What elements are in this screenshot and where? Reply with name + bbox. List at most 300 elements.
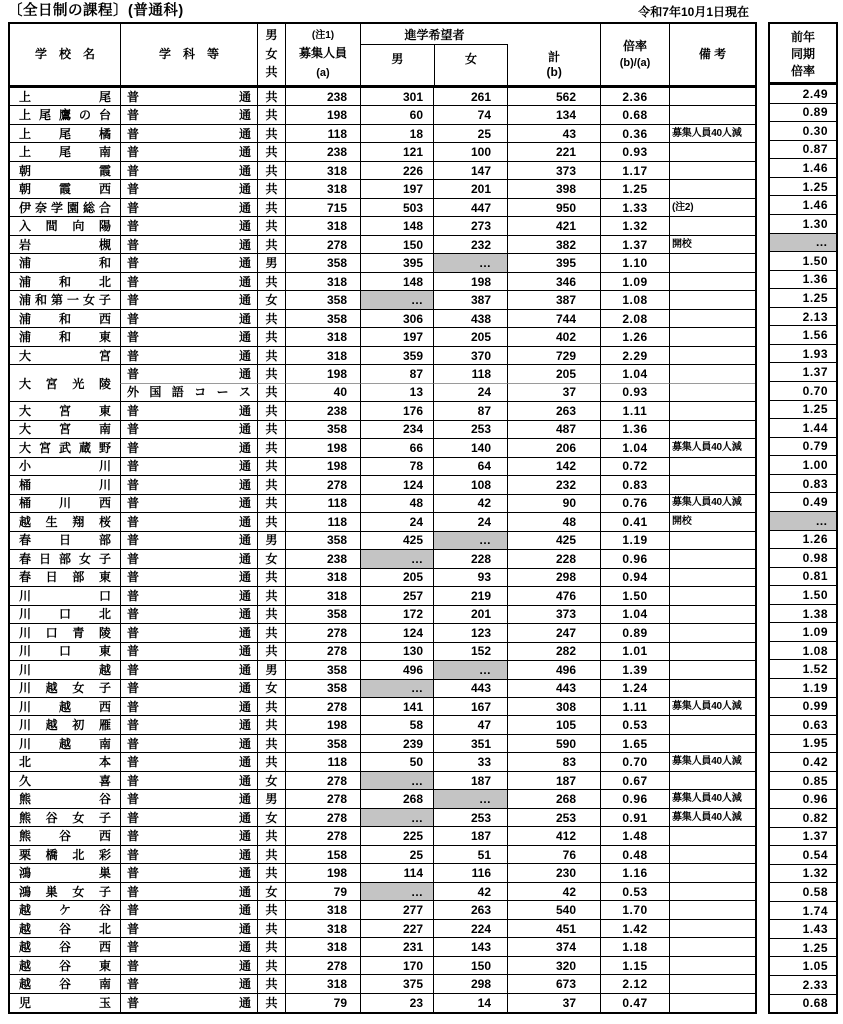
male-cell: 172 xyxy=(360,606,433,624)
ratio-cell: 0.53 xyxy=(600,716,669,734)
total-cell: 263 xyxy=(507,402,600,420)
female-cell: 147 xyxy=(433,162,507,180)
male-cell: 148 xyxy=(360,273,433,291)
dept-cell: 普 通 xyxy=(120,883,257,901)
header-school: 学 校 名 xyxy=(34,46,95,61)
total-cell: 496 xyxy=(507,661,600,679)
dept-cell: 普 通 xyxy=(120,421,257,439)
female-cell: 205 xyxy=(433,328,507,346)
table-row xyxy=(10,162,755,180)
name-cell: 大 宮 光 陵 xyxy=(19,377,111,392)
gender-cell: 共 xyxy=(257,716,285,734)
gender-cell: 共 xyxy=(257,125,285,143)
dept-cell: 普 通 xyxy=(120,180,257,198)
total-cell: 37 xyxy=(507,994,600,1012)
ratio-cell: 2.36 xyxy=(600,88,669,106)
capacity-cell: 318 xyxy=(285,162,360,180)
male-cell: 197 xyxy=(360,180,433,198)
dept-cell: 普 通 xyxy=(120,975,257,993)
name-cell: 伊 奈 学 園 総 合 xyxy=(10,199,120,217)
female-cell: 298 xyxy=(433,975,507,993)
male-cell: 150 xyxy=(360,236,433,254)
name-cell: 川 口 北 xyxy=(10,606,120,624)
total-cell: 105 xyxy=(507,716,600,734)
table-row xyxy=(10,938,755,956)
table-row xyxy=(10,790,755,808)
total-cell: 43 xyxy=(507,125,600,143)
table-row xyxy=(10,291,755,309)
male-cell: 205 xyxy=(360,569,433,587)
prev-ratio-cell: 0.68 xyxy=(802,996,828,1011)
admissions-table xyxy=(8,22,757,1014)
prev-ratio-cell: 1.05 xyxy=(770,957,836,976)
name-cell: 越 ケ 谷 xyxy=(10,901,120,919)
gender-cell: 共 xyxy=(257,143,285,161)
gender-cell: 共 xyxy=(257,236,285,254)
capacity-cell: 358 xyxy=(285,735,360,753)
ratio-cell: 1.24 xyxy=(600,680,669,698)
gender-cell: 女 xyxy=(257,772,285,790)
remarks-cell: 募集人員40人減 xyxy=(669,753,755,771)
remarks-cell: 募集人員40人減 xyxy=(669,125,755,143)
prev-ratio-cell: 2.13 xyxy=(770,308,836,327)
female-cell: 253 xyxy=(433,809,507,827)
capacity-cell: 278 xyxy=(285,790,360,808)
gender-cell: 女 xyxy=(257,809,285,827)
capacity-cell: 278 xyxy=(285,643,360,661)
female-cell: 201 xyxy=(433,606,507,624)
capacity-cell: 278 xyxy=(285,957,360,975)
ratio-cell: 0.47 xyxy=(600,994,669,1012)
gender-cell: 共 xyxy=(257,495,285,513)
table-rows xyxy=(10,88,755,1012)
remarks-cell: (注2) xyxy=(669,199,755,217)
gender-cell: 男 xyxy=(257,661,285,679)
ratio-cell: 0.68 xyxy=(600,106,669,124)
prev-ratio-cell: 0.58 xyxy=(770,883,836,902)
gender-cell: 共 xyxy=(257,846,285,864)
ratio-cell: 0.76 xyxy=(600,495,669,513)
name-cell: 久 喜 xyxy=(10,772,120,790)
ratio-cell: 0.96 xyxy=(600,790,669,808)
gender-cell: 共 xyxy=(257,273,285,291)
gender-cell: 共 xyxy=(257,587,285,605)
dept-cell: 普 通 xyxy=(120,106,257,124)
male-cell: 23 xyxy=(360,994,433,1012)
male-cell: 170 xyxy=(360,957,433,975)
male-cell: 13 xyxy=(360,384,433,402)
table-row xyxy=(10,864,755,882)
table-row xyxy=(10,846,755,864)
capacity-cell: 198 xyxy=(285,439,360,457)
table-row xyxy=(10,273,755,291)
dept-cell: 普 通 xyxy=(120,532,257,550)
female-cell: 263 xyxy=(433,901,507,919)
prev-ratio-cell: 0.85 xyxy=(770,772,836,791)
male-cell: 197 xyxy=(360,328,433,346)
name-cell xyxy=(10,384,120,402)
prev-ratio-cell: 1.37 xyxy=(770,828,836,847)
male-cell: 268 xyxy=(360,790,433,808)
gender-cell: 男 xyxy=(257,532,285,550)
capacity-cell: 238 xyxy=(285,143,360,161)
remarks-cell xyxy=(669,476,755,494)
total-cell: 487 xyxy=(507,421,600,439)
remarks-cell xyxy=(669,587,755,605)
female-cell: 108 xyxy=(433,476,507,494)
prev-ratio-cell: 1.37 xyxy=(770,363,836,382)
dept-cell: 普 通 xyxy=(120,920,257,938)
prev-ratio-cell: 0.81 xyxy=(770,568,836,587)
prev-ratio-cell: 0.87 xyxy=(770,141,836,160)
gender-cell: 共 xyxy=(257,938,285,956)
gender-cell: 女 xyxy=(257,883,285,901)
prev-ratio-cell: 0.49 xyxy=(770,493,836,512)
ratio-cell: 0.70 xyxy=(600,753,669,771)
prev-ratio-cell: 1.32 xyxy=(770,865,836,884)
remarks-cell xyxy=(669,661,755,679)
total-cell: 187 xyxy=(507,772,600,790)
male-cell: 25 xyxy=(360,846,433,864)
total-cell: 76 xyxy=(507,846,600,864)
capacity-cell: 198 xyxy=(285,864,360,882)
capacity-cell: 40 xyxy=(285,384,360,402)
table-row xyxy=(10,476,755,494)
female-cell: 14 xyxy=(433,994,507,1012)
header-applicants-group xyxy=(360,24,600,85)
gender-cell: 女 xyxy=(257,680,285,698)
dept-cell: 普 通 xyxy=(120,735,257,753)
remarks-cell xyxy=(669,458,755,476)
prev-ratio-cell: 1.50 xyxy=(770,252,836,271)
remarks-cell xyxy=(669,772,755,790)
name-cell: 川 越 初 雁 xyxy=(10,716,120,734)
name-cell: 大 宮 東 xyxy=(10,402,120,420)
capacity-cell: 79 xyxy=(285,883,360,901)
capacity-cell: 318 xyxy=(285,180,360,198)
total-cell: 729 xyxy=(507,347,600,365)
remarks-cell xyxy=(669,347,755,365)
table-row xyxy=(10,994,755,1012)
male-cell: … xyxy=(360,291,433,309)
capacity-cell: 79 xyxy=(285,994,360,1012)
total-cell: 298 xyxy=(507,569,600,587)
name-cell: 川 越 xyxy=(10,661,120,679)
capacity-cell: 278 xyxy=(285,809,360,827)
male-cell: 301 xyxy=(360,88,433,106)
total-cell: 373 xyxy=(507,606,600,624)
remarks-cell xyxy=(669,846,755,864)
gender-cell: 女 xyxy=(257,291,285,309)
remarks-cell xyxy=(669,920,755,938)
gender-cell: 共 xyxy=(257,88,285,106)
female-cell: 24 xyxy=(433,513,507,531)
female-cell: 228 xyxy=(433,550,507,568)
header-ratio: 倍率 (b)/(a) xyxy=(600,24,669,85)
total-cell: 206 xyxy=(507,439,600,457)
remarks-cell xyxy=(669,180,755,198)
total-cell: 540 xyxy=(507,901,600,919)
female-cell: 273 xyxy=(433,217,507,235)
table-row xyxy=(10,624,755,642)
dept-cell: 普 通 xyxy=(120,254,257,272)
dept-cell: 普 通 xyxy=(120,680,257,698)
header-female: 女 xyxy=(434,45,508,85)
remarks-cell xyxy=(669,938,755,956)
capacity-cell: 358 xyxy=(285,606,360,624)
ratio-cell: 1.37 xyxy=(600,236,669,254)
capacity-cell: 318 xyxy=(285,328,360,346)
table-row xyxy=(10,384,755,402)
total-cell: 42 xyxy=(507,883,600,901)
name-cell: 熊 谷 xyxy=(10,790,120,808)
capacity-cell: 318 xyxy=(285,347,360,365)
total-cell: 268 xyxy=(507,790,600,808)
female-cell: … xyxy=(433,532,507,550)
header-capacity-unit: (a) xyxy=(316,66,330,79)
table-row xyxy=(10,735,755,753)
male-cell: 24 xyxy=(360,513,433,531)
total-cell: 142 xyxy=(507,458,600,476)
male-cell: 124 xyxy=(360,476,433,494)
total-cell: 228 xyxy=(507,550,600,568)
male-cell: 87 xyxy=(360,365,433,383)
remarks-cell xyxy=(669,569,755,587)
ratio-cell: 0.36 xyxy=(600,125,669,143)
remarks-cell xyxy=(669,864,755,882)
remarks-cell xyxy=(669,624,755,642)
gender-cell: 共 xyxy=(257,827,285,845)
dept-cell: 普 通 xyxy=(120,328,257,346)
gender-cell: 共 xyxy=(257,421,285,439)
total-cell: 421 xyxy=(507,217,600,235)
total-cell: 230 xyxy=(507,864,600,882)
dept-cell: 普 通 xyxy=(120,402,257,420)
capacity-cell: 238 xyxy=(285,88,360,106)
male-cell: … xyxy=(360,883,433,901)
dept-cell: 普 通 xyxy=(120,938,257,956)
total-cell: 247 xyxy=(507,624,600,642)
capacity-cell: 278 xyxy=(285,236,360,254)
name-cell: 上 尾 南 xyxy=(10,143,120,161)
remarks-cell xyxy=(669,957,755,975)
table-row xyxy=(10,698,755,716)
male-cell: 239 xyxy=(360,735,433,753)
male-cell: 50 xyxy=(360,753,433,771)
remarks-cell xyxy=(669,550,755,568)
female-cell: 224 xyxy=(433,920,507,938)
total-cell: 253 xyxy=(507,809,600,827)
ratio-cell: 1.08 xyxy=(600,291,669,309)
ratio-cell: 1.11 xyxy=(600,402,669,420)
remarks-cell: 開校 xyxy=(669,513,755,531)
name-cell: 越 谷 南 xyxy=(10,975,120,993)
remarks-cell: 開校 xyxy=(669,236,755,254)
prev-ratio-cell: 0.99 xyxy=(770,698,836,717)
total-cell: 382 xyxy=(507,236,600,254)
table-row xyxy=(10,217,755,235)
male-cell: 66 xyxy=(360,439,433,457)
table-row xyxy=(10,772,755,790)
ratio-cell: 1.70 xyxy=(600,901,669,919)
male-cell: 395 xyxy=(360,254,433,272)
table-row xyxy=(10,236,755,254)
table-row xyxy=(10,606,755,624)
remarks-cell xyxy=(669,328,755,346)
remarks-cell xyxy=(669,827,755,845)
gender-cell: 共 xyxy=(257,569,285,587)
gender-cell: 共 xyxy=(257,458,285,476)
name-cell: 浦 和 西 xyxy=(10,310,120,328)
name-cell: 桶 川 xyxy=(10,476,120,494)
capacity-cell: 198 xyxy=(285,106,360,124)
ratio-cell: 1.25 xyxy=(600,180,669,198)
female-cell: 198 xyxy=(433,273,507,291)
capacity-cell: 318 xyxy=(285,938,360,956)
total-cell: 232 xyxy=(507,476,600,494)
prev-ratio-cell: … xyxy=(770,234,836,253)
gender-cell: 共 xyxy=(257,347,285,365)
dept-cell: 普 通 xyxy=(120,809,257,827)
remarks-cell xyxy=(669,88,755,106)
female-cell: 167 xyxy=(433,698,507,716)
date-note: 令和7年10月1日現在 xyxy=(638,5,749,19)
capacity-cell: 358 xyxy=(285,532,360,550)
total-cell: 205 xyxy=(507,365,600,383)
ratio-cell: 0.89 xyxy=(600,624,669,642)
name-cell: 熊 谷 女 子 xyxy=(10,809,120,827)
total-cell: 443 xyxy=(507,680,600,698)
ratio-cell: 0.53 xyxy=(600,883,669,901)
dept-cell: 普 通 xyxy=(120,273,257,291)
dept-cell: 普 通 xyxy=(120,495,257,513)
capacity-cell: 238 xyxy=(285,402,360,420)
table-row xyxy=(10,421,755,439)
total-cell: 373 xyxy=(507,162,600,180)
prev-ratio-cell: 1.25 xyxy=(770,939,836,958)
prev-ratio-cell: 1.25 xyxy=(770,289,836,308)
prev-ratio-cell: 1.95 xyxy=(770,735,836,754)
dept-cell: 普 通 xyxy=(120,994,257,1012)
name-cell: 川 越 西 xyxy=(10,698,120,716)
prev-ratio-cell: 1.09 xyxy=(770,623,836,642)
name-cell: 大 宮 南 xyxy=(10,421,120,439)
capacity-cell: 118 xyxy=(285,495,360,513)
total-cell: 395 xyxy=(507,254,600,272)
table-row xyxy=(10,680,755,698)
table-row xyxy=(10,88,755,106)
dept-cell: 普 通 xyxy=(120,310,257,328)
total-cell: 221 xyxy=(507,143,600,161)
male-cell: 226 xyxy=(360,162,433,180)
table-row xyxy=(10,809,755,827)
remarks-cell xyxy=(669,421,755,439)
capacity-cell: 278 xyxy=(285,772,360,790)
name-cell: 越 谷 北 xyxy=(10,920,120,938)
dept-cell: 普 通 xyxy=(120,513,257,531)
ratio-cell: 0.96 xyxy=(600,550,669,568)
female-cell: 42 xyxy=(433,883,507,901)
gender-cell: 共 xyxy=(257,328,285,346)
female-cell: 51 xyxy=(433,846,507,864)
table-row xyxy=(10,439,755,457)
male-cell: 48 xyxy=(360,495,433,513)
female-cell: 47 xyxy=(433,716,507,734)
dept-cell: 普 通 xyxy=(120,624,257,642)
prev-table-header: 前年 同期 倍率 xyxy=(770,24,836,85)
name-cell: 浦 和 xyxy=(10,254,120,272)
female-cell: 351 xyxy=(433,735,507,753)
table-row xyxy=(10,957,755,975)
male-cell: 257 xyxy=(360,587,433,605)
ratio-cell: 1.04 xyxy=(600,606,669,624)
dept-cell: 普 通 xyxy=(120,458,257,476)
female-cell: 33 xyxy=(433,753,507,771)
table-row xyxy=(10,106,755,124)
gender-cell: 共 xyxy=(257,901,285,919)
total-cell: 134 xyxy=(507,106,600,124)
page-title: 〔全日制の課程〕(普通科) xyxy=(8,3,184,19)
female-cell: 219 xyxy=(433,587,507,605)
capacity-cell: 358 xyxy=(285,680,360,698)
remarks-cell xyxy=(669,532,755,550)
ratio-cell: 1.04 xyxy=(600,439,669,457)
dept-cell: 普 通 xyxy=(120,827,257,845)
ratio-cell: 1.42 xyxy=(600,920,669,938)
female-cell: 64 xyxy=(433,458,507,476)
prev-ratio-cell: 1.46 xyxy=(770,196,836,215)
female-cell: 24 xyxy=(433,384,507,402)
male-cell: 306 xyxy=(360,310,433,328)
remarks-cell xyxy=(669,365,755,383)
male-cell: 130 xyxy=(360,643,433,661)
male-cell: 58 xyxy=(360,716,433,734)
prev-ratio-cell: 1.50 xyxy=(770,586,836,605)
prev-ratio-cell: 1.44 xyxy=(770,419,836,438)
ratio-cell: 0.93 xyxy=(600,143,669,161)
total-cell: 48 xyxy=(507,513,600,531)
name-cell: 北 本 xyxy=(10,753,120,771)
prev-ratio-cell: 1.38 xyxy=(770,605,836,624)
prev-ratio-cell: 0.83 xyxy=(770,475,836,494)
table-row xyxy=(10,975,755,993)
female-cell: 140 xyxy=(433,439,507,457)
table-row xyxy=(10,753,755,771)
female-cell: 42 xyxy=(433,495,507,513)
female-cell: 25 xyxy=(433,125,507,143)
male-cell: 425 xyxy=(360,532,433,550)
name-cell: 大 宮 xyxy=(10,347,120,365)
ratio-cell: 1.18 xyxy=(600,938,669,956)
capacity-cell: 198 xyxy=(285,365,360,383)
prev-ratio-cell: 1.74 xyxy=(770,902,836,921)
prev-ratio-cell: 0.89 xyxy=(770,104,836,123)
remarks-cell xyxy=(669,402,755,420)
name-cell: 春 日 部 xyxy=(10,532,120,550)
capacity-cell: 198 xyxy=(285,458,360,476)
header-capacity xyxy=(285,24,360,85)
header-male: 男 xyxy=(391,52,404,66)
gender-cell: 共 xyxy=(257,920,285,938)
female-cell: 387 xyxy=(433,291,507,309)
table-row xyxy=(10,569,755,587)
capacity-cell: 318 xyxy=(285,273,360,291)
dept-cell: 普 通 xyxy=(120,347,257,365)
male-cell: 121 xyxy=(360,143,433,161)
name-cell: 川 越 南 xyxy=(10,735,120,753)
dept-cell: 普 通 xyxy=(120,365,257,383)
total-cell: 476 xyxy=(507,587,600,605)
